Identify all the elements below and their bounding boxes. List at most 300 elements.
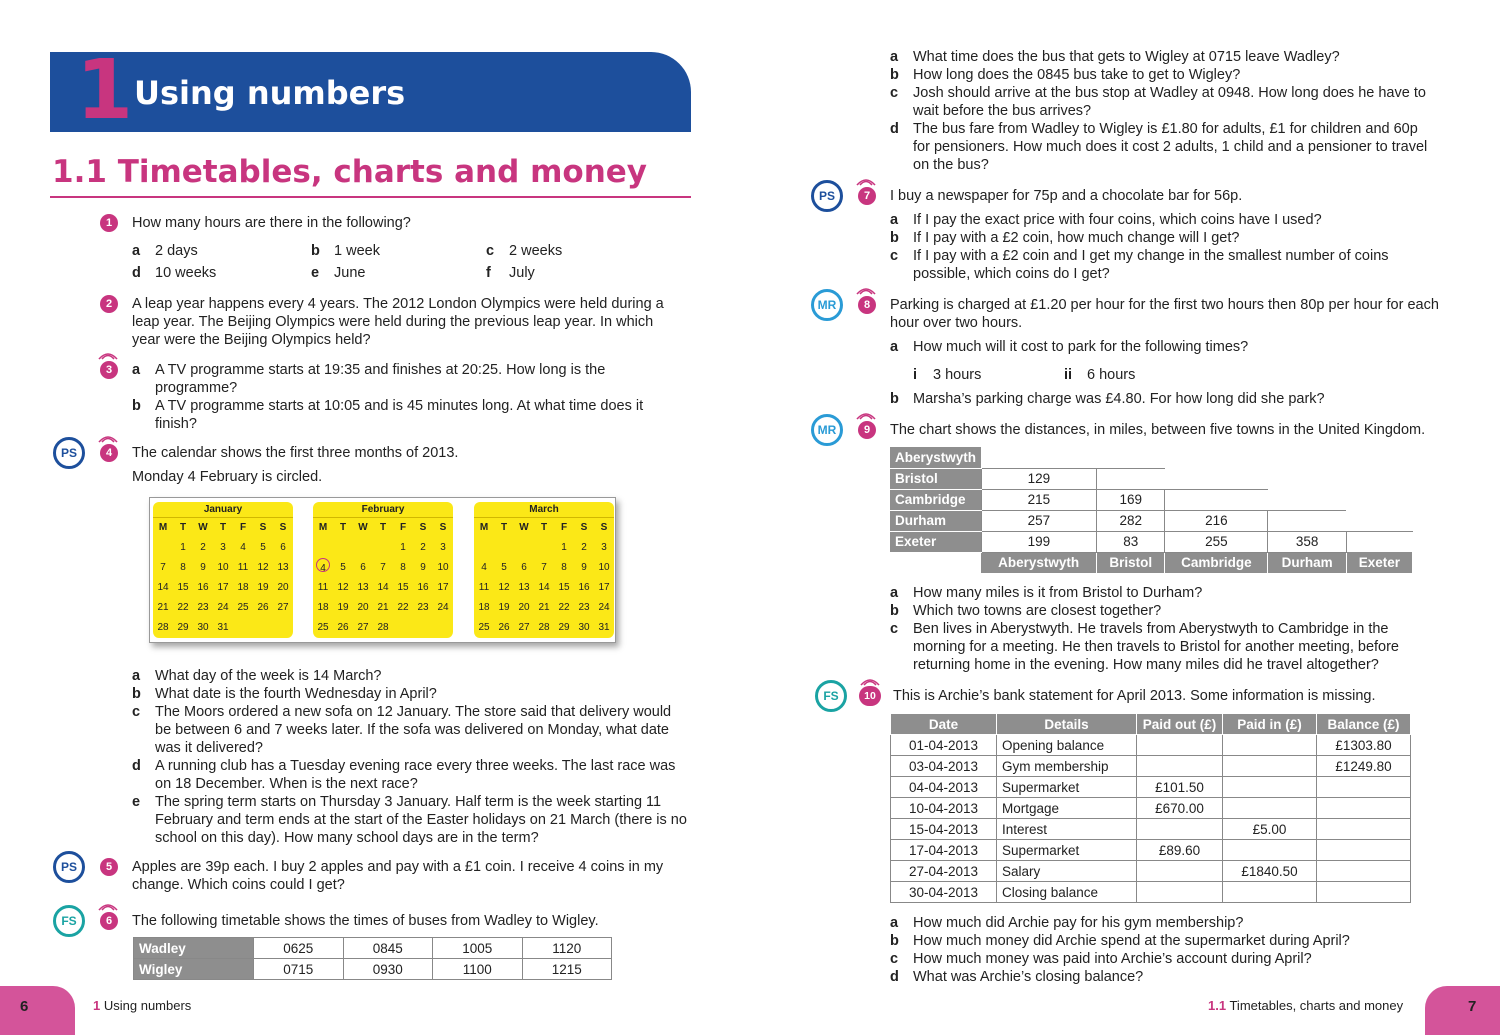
weekday-label: W (358, 522, 368, 533)
table-cell: Supermarket (997, 777, 1137, 798)
text-line: year were the Beijing Olympics held? (132, 332, 371, 348)
weekday-label: W (519, 522, 529, 533)
table-cell: 30-04-2013 (891, 882, 997, 903)
calendar-day: 4 (240, 542, 246, 553)
calendar-day: 18 (317, 602, 329, 613)
calendar-day (514, 538, 534, 558)
calendar-day: 21 (157, 602, 169, 613)
table-cell: Mortgage (997, 798, 1137, 819)
table-cell (1137, 861, 1223, 882)
text-line: If I pay with a £2 coin and I get my change in the smallest number of coins (913, 248, 1389, 264)
calendar-day: 5 (340, 562, 346, 573)
question-number: 7 (858, 187, 876, 205)
question-number: 1 (100, 214, 118, 232)
row-header: Wadley (134, 938, 254, 959)
calendar-day: 8 (180, 562, 186, 573)
weekday-label: W (198, 522, 208, 533)
text-line: What date is the fourth Wednesday in April? (155, 686, 437, 702)
calendar-day: 21 (538, 602, 550, 613)
footer-section-title: Timetables, charts and money (1229, 998, 1404, 1013)
table-row (891, 756, 1411, 777)
week-row (313, 598, 453, 618)
calendar-day: 22 (558, 602, 570, 613)
calendar-day: 1 (561, 542, 567, 553)
weekday-label: F (399, 522, 407, 533)
distance-cell: 129 (981, 468, 1097, 489)
weekday-header (153, 518, 293, 538)
calendar-day: 9 (581, 562, 587, 573)
part-letter: b (311, 243, 320, 259)
text-line: February and term ends at the start of the Easter holidays on 21 March (there is no (155, 812, 687, 828)
question-number: 4 (100, 444, 118, 462)
part-letter: d (132, 265, 141, 281)
part-letter: b (132, 686, 141, 702)
calendar-day: 10 (217, 562, 229, 573)
page-number: 7 (1468, 998, 1477, 1015)
signal-icon (97, 348, 119, 360)
question-number: 6 (100, 912, 118, 930)
part-text: July (509, 265, 535, 281)
calendar-day: 27 (277, 602, 289, 613)
footer-left (93, 998, 191, 1013)
weekday-label: T (379, 522, 387, 533)
calendar-day: 14 (157, 582, 169, 593)
week-row (153, 618, 293, 638)
distance-cell: 169 (1097, 489, 1165, 510)
part-letter: c (890, 621, 899, 637)
text-line: change. Which coins could I get? (132, 877, 345, 893)
text-line: Apples are 39p each. I buy 2 apples and pay with a £1 coin. I receive 4 coins in my (132, 859, 664, 875)
calendar-day (534, 538, 554, 558)
week-row (153, 538, 293, 558)
signal-icon (855, 174, 877, 186)
weekday-label: F (239, 522, 247, 533)
part-text: 10 weeks (155, 265, 217, 281)
text-line: for pensioners. How much does it cost 2 adults, 1 child and a pensioner to travel (913, 139, 1428, 155)
column-header: Details (997, 714, 1137, 735)
part-text (913, 120, 1427, 174)
calendar-day: 26 (257, 602, 269, 613)
text-line: be between 6 and 7 weeks later. If the sofa was delivered on Monday, what date (155, 722, 669, 738)
calendar-day: 18 (478, 602, 490, 613)
calendar-day: 20 (357, 602, 369, 613)
calendar-day (433, 618, 453, 638)
table-cell (1137, 756, 1223, 777)
table-cell (1223, 756, 1317, 777)
calendar-day: 16 (578, 582, 590, 593)
weekday-label: T (219, 522, 227, 533)
column-header: Durham (1268, 552, 1346, 573)
section-title: 1.1 Timetables, charts and money (52, 154, 647, 190)
table-row (891, 861, 1411, 882)
part-letter: b (890, 933, 899, 949)
calendar-day: 20 (518, 602, 530, 613)
table-cell: £89.60 (1137, 840, 1223, 861)
part-letter: d (890, 121, 899, 137)
calendar-day: 25 (237, 602, 249, 613)
bus-timetable (133, 937, 612, 980)
calendar-day: 14 (377, 582, 389, 593)
calendar-day: 6 (360, 562, 366, 573)
table-cell: Opening balance (997, 735, 1137, 756)
calendar-day: 2 (420, 542, 426, 553)
calendar-day: 18 (237, 582, 249, 593)
footer-row (890, 552, 1413, 573)
table-cell (1137, 735, 1223, 756)
column-header: Balance (£) (1317, 714, 1411, 735)
calendar-day: 15 (397, 582, 409, 593)
month-name: March (474, 502, 614, 518)
text-line: Which two towns are closest together? (913, 603, 1162, 619)
text-line: The Moors ordered a new sofa on 12 January. The store said that delivery would (155, 704, 672, 720)
row-header: Exeter (890, 531, 981, 552)
row-header: Cambridge (890, 489, 981, 510)
empty-cell (890, 552, 981, 573)
question-text: The following timetable shows the times of buses from Wadley to Wigley. (132, 913, 599, 929)
signal-icon (859, 674, 881, 686)
table-cell: 0715 (254, 959, 344, 980)
weekday-label: S (279, 522, 287, 533)
calendar-day: 16 (417, 582, 429, 593)
calendar-day: 30 (197, 622, 209, 633)
weekday-label: T (339, 522, 347, 533)
table-cell (1317, 777, 1411, 798)
weekday-label: S (439, 522, 447, 533)
text-line: The spring term starts on Thursday 3 January. Half term is the week starting 11 (155, 794, 662, 810)
text-line: on 18 December. When is the next race? (155, 776, 418, 792)
page-number-right (1425, 986, 1500, 1035)
column-header: Aberystwyth (981, 552, 1097, 573)
chapter-banner (50, 43, 691, 138)
calendar-day: 11 (317, 582, 329, 593)
part-text (155, 793, 687, 847)
text-line: wait before the bus arrives? (913, 103, 1092, 119)
table-row (890, 447, 1413, 468)
table-cell: £101.50 (1137, 777, 1223, 798)
table-cell (1317, 798, 1411, 819)
table-cell: £1840.50 (1223, 861, 1317, 882)
table-cell: Supermarket (997, 840, 1137, 861)
part-letter: c (132, 704, 141, 720)
week-row (313, 538, 453, 558)
text-line: finish? (155, 416, 197, 432)
table-row (891, 735, 1411, 756)
part-text (913, 932, 1350, 950)
footer-right (1208, 998, 1403, 1013)
calendar-day: 10 (598, 562, 610, 573)
month-name: January (153, 502, 293, 518)
fs-badge: FS (815, 680, 847, 712)
table-cell: 01-04-2013 (891, 735, 997, 756)
calendar-day: 12 (257, 562, 269, 573)
question-text: The calendar shows the first three months of 2013. (132, 445, 459, 461)
distance-cell: 358 (1268, 531, 1346, 552)
part-text: Marsha’s parking charge was £4.80. For how long did she park? (913, 391, 1325, 407)
calendar-day: 9 (200, 562, 206, 573)
question-text (132, 858, 663, 894)
calendar-day: 7 (380, 562, 386, 573)
table-cell: 27-04-2013 (891, 861, 997, 882)
calendar-day: 11 (478, 582, 490, 593)
part-letter: d (890, 969, 899, 985)
table-row (134, 938, 612, 959)
text-line: How much money did Archie spend at the supermarket during April? (913, 933, 1350, 949)
part-letter: c (890, 85, 899, 101)
part-text (913, 968, 1143, 986)
question-number: 2 (100, 295, 118, 313)
column-header: Exeter (1346, 552, 1412, 573)
text-line: How much did Archie pay for his gym membership? (913, 915, 1244, 931)
weekday-label: T (179, 522, 187, 533)
table-cell: 1215 (522, 959, 612, 980)
calendar-day: 16 (197, 582, 209, 593)
calendar-day: 25 (478, 622, 490, 633)
table-row (890, 489, 1413, 510)
question-number: 9 (858, 421, 876, 439)
calendar-day: 31 (598, 622, 610, 633)
calendar-day: 5 (501, 562, 507, 573)
table-cell (1223, 777, 1317, 798)
calendar-day: 22 (177, 602, 189, 613)
calendar-day: 19 (337, 602, 349, 613)
weekday-header (313, 518, 453, 538)
part-text (913, 620, 1399, 674)
empty-cell (1165, 468, 1268, 489)
calendar-day: 6 (280, 542, 286, 553)
weekday-header (474, 518, 614, 538)
table-cell (1223, 798, 1317, 819)
part-letter: a (890, 49, 899, 65)
question-text (890, 296, 1439, 332)
calendar-day (494, 538, 514, 558)
calendar-day: 15 (558, 582, 570, 593)
distance-cell: 216 (1165, 510, 1268, 531)
ps-badge: PS (53, 437, 85, 469)
part-text (913, 84, 1426, 120)
calendar-day: 6 (521, 562, 527, 573)
calendar-day (353, 538, 373, 558)
table-cell: Closing balance (997, 882, 1137, 903)
row-header: Aberystwyth (890, 447, 981, 468)
question-text: Monday 4 February is circled. (132, 469, 323, 485)
part-text: June (334, 265, 366, 281)
calendar-day: 12 (337, 582, 349, 593)
weekday-label: S (600, 522, 608, 533)
calendar-day: 23 (578, 602, 590, 613)
calendar-day: 29 (177, 622, 189, 633)
empty-cell (1346, 489, 1412, 510)
row-header: Bristol (890, 468, 981, 489)
table-row (890, 468, 1413, 489)
row-header: Durham (890, 510, 981, 531)
week-row (474, 538, 614, 558)
week-row (153, 558, 293, 578)
calendar (149, 497, 616, 643)
calendar-day: 2 (581, 542, 587, 553)
calendar-day (153, 538, 173, 558)
text-line: leap year. The Beijing Olympics were held during the previous leap year. In which (132, 314, 654, 330)
footer-chapter-number: 1 (93, 998, 101, 1013)
empty-cell (981, 447, 1097, 468)
column-header: Date (891, 714, 997, 735)
empty-cell (1268, 468, 1346, 489)
table-cell: 1005 (433, 938, 523, 959)
calendar-day: 7 (541, 562, 547, 573)
calendar-day (393, 618, 413, 638)
calendar-day: 3 (220, 542, 226, 553)
weekday-label: M (158, 522, 168, 533)
empty-cell (1165, 447, 1268, 468)
column-header: Cambridge (1165, 552, 1268, 573)
part-text (913, 211, 1322, 229)
chapter-title: Using numbers (134, 74, 406, 112)
calendar-day: 4 (481, 562, 487, 573)
table-cell: 10-04-2013 (891, 798, 997, 819)
part-letter: a (132, 668, 141, 684)
calendar-day (373, 538, 393, 558)
week-row (313, 618, 453, 638)
table-cell: 17-04-2013 (891, 840, 997, 861)
table-row (891, 840, 1411, 861)
calendar-day (413, 618, 433, 638)
part-letter: a (132, 243, 141, 259)
calendar-day: 7 (160, 562, 166, 573)
text-line: on the bus? (913, 157, 989, 173)
calendar-day: 24 (437, 602, 449, 613)
part-text (913, 584, 1202, 602)
text-line: What time does the bus that gets to Wigley at 0715 leave Wadley? (913, 49, 1340, 65)
week-row (474, 618, 614, 638)
calendar-day: 3 (601, 542, 607, 553)
calendar-day: 13 (277, 562, 289, 573)
text-line: was it delivered? (155, 740, 263, 756)
calendar-day: 31 (217, 622, 229, 633)
calendar-day: 11 (237, 562, 249, 573)
table-cell (1223, 840, 1317, 861)
text-line: Josh should arrive at the bus stop at Wadley at 0948. How long does he have to (913, 85, 1426, 101)
table-row (891, 798, 1411, 819)
part-text (155, 703, 671, 757)
weekday-label: S (419, 522, 427, 533)
table-cell: Salary (997, 861, 1137, 882)
calendar-day: 25 (317, 622, 329, 633)
mr-badge: MR (811, 414, 843, 446)
part-letter: e (132, 794, 141, 810)
distance-chart (890, 447, 1413, 573)
footer-chapter-title: Using numbers (103, 998, 192, 1013)
table-cell: 0930 (343, 959, 433, 980)
table-row (134, 959, 612, 980)
table-cell: 1100 (433, 959, 523, 980)
question-number: 3 (100, 361, 118, 379)
table-cell: 03-04-2013 (891, 756, 997, 777)
calendar-month (474, 502, 614, 638)
part-text (913, 48, 1340, 66)
part-text (913, 66, 1240, 84)
footer-section-number: 1.1 (1208, 998, 1227, 1013)
calendar-day (474, 538, 494, 558)
calendar-day: 24 (217, 602, 229, 613)
part-letter: a (890, 212, 899, 228)
calendar-day: 14 (538, 582, 550, 593)
ps-badge: PS (53, 851, 85, 883)
calendar-day: 13 (518, 582, 530, 593)
week-row (313, 558, 453, 578)
calendar-day: 2 (200, 542, 206, 553)
weekday-label: M (318, 522, 328, 533)
question-number: 5 (100, 858, 118, 876)
weekday-label: F (560, 522, 568, 533)
calendar-day: 23 (417, 602, 429, 613)
signal-icon (855, 408, 877, 420)
calendar-day (253, 618, 273, 638)
weekday-label: S (259, 522, 267, 533)
distance-cell: 199 (981, 531, 1097, 552)
table-row (890, 510, 1413, 531)
calendar-day: 21 (377, 602, 389, 613)
part-text: 3 hours (933, 367, 982, 383)
weekday-label: S (580, 522, 588, 533)
text-line: A TV programme starts at 19:35 and finishes at 20:25. How long is the (155, 362, 606, 378)
ps-badge: PS (811, 180, 843, 212)
calendar-day (273, 618, 293, 638)
part-text: 6 hours (1087, 367, 1136, 383)
calendar-day: 17 (217, 582, 229, 593)
column-header: Paid out (£) (1137, 714, 1223, 735)
question-number: 10 (859, 686, 881, 706)
table-cell (1317, 861, 1411, 882)
table-cell: 0625 (254, 938, 344, 959)
text-line: How long does the 0845 bus take to get to Wigley? (913, 67, 1241, 83)
part-text (155, 685, 437, 703)
calendar-day: 30 (578, 622, 590, 633)
text-line: hour over two hours. (890, 315, 1023, 331)
distance-cell: 215 (981, 489, 1097, 510)
part-text: 1 week (334, 243, 380, 259)
part-text (913, 602, 1161, 620)
text-line: What day of the week is 14 March? (155, 668, 382, 684)
calendar-day: 1 (180, 542, 186, 553)
part-letter: c (486, 243, 495, 259)
week-row (153, 578, 293, 598)
empty-cell (1346, 468, 1412, 489)
part-letter: d (132, 758, 141, 774)
distance-cell: 83 (1097, 531, 1165, 552)
empty-cell (1346, 510, 1412, 531)
table-cell (1317, 882, 1411, 903)
signal-icon (855, 283, 877, 295)
circled-day: 4 (316, 558, 330, 572)
part-letter: b (890, 603, 899, 619)
week-row (474, 558, 614, 578)
part-text (913, 247, 1389, 283)
empty-cell (1165, 489, 1268, 510)
text-line: school on this day). How many school days are in the term? (155, 830, 539, 846)
calendar-day: 27 (357, 622, 369, 633)
question-text (132, 295, 664, 349)
table-cell: £5.00 (1223, 819, 1317, 840)
table-row (891, 819, 1411, 840)
table-cell: £1303.80 (1317, 735, 1411, 756)
calendar-day (313, 538, 333, 558)
table-cell (1137, 819, 1223, 840)
text-line: A running club has a Tuesday evening race every three weeks. The last race was (155, 758, 676, 774)
table-row (891, 882, 1411, 903)
part-text: 2 weeks (509, 243, 563, 259)
distance-cell: 257 (981, 510, 1097, 531)
weekday-label: T (500, 522, 508, 533)
empty-cell (1097, 447, 1165, 468)
